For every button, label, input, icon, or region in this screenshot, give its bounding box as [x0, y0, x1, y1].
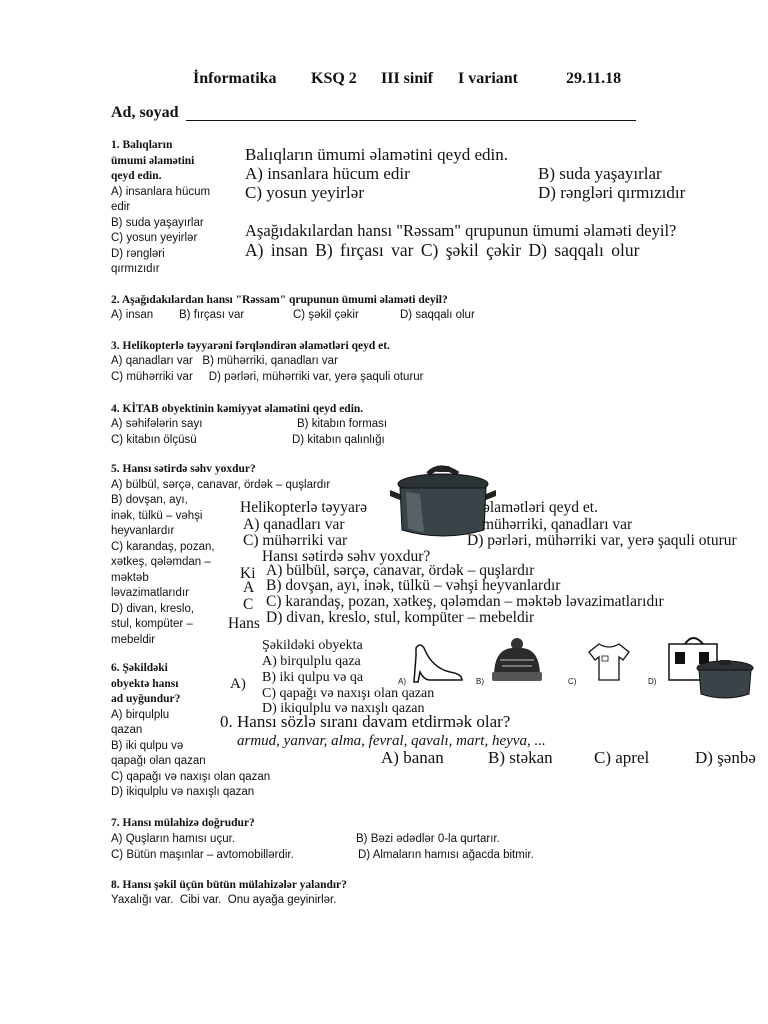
overlay-2-frag-a: A	[243, 579, 255, 596]
q2-option-b: B) fırçası var	[179, 309, 245, 321]
q6-option-a-l1: A) birqulplu	[111, 708, 170, 721]
tshirt-icon	[585, 640, 633, 682]
q1-option-d-l1: D) rəngləri	[111, 247, 165, 260]
overlay-2-option-a: A) banan	[381, 748, 444, 767]
overlay-2-option-d: D) şənbə	[695, 748, 756, 767]
overlay-2-line-1b: əlamətləri qeyd et.	[483, 499, 598, 516]
question-1	[111, 138, 210, 278]
q8-text: Yaxalığı var. Cibi var. Onu ayağa geyinirlər.	[111, 894, 337, 906]
overlay-2-line-6: B) dovşan, ayı, inək, tülkü – vəhşi heyvanlardır	[266, 577, 561, 594]
q6-title-l1: 6. Şəkildəki	[111, 662, 168, 674]
overlay-2-line-9: Şəkildəki obyekta	[262, 638, 363, 653]
q7-option-b: B) Bəzi ədədlər 0-la qurtarır.	[356, 833, 500, 845]
q2-title: 2. Aşağıdakılardan hansı "Rəssam" qrupunun ümumi əlaməti deyil?	[111, 294, 448, 306]
q4-option-d: D) kitabın qalınlığı	[292, 434, 385, 446]
q3-options-ab: A) qanadları var B) mühərriki, qanadları var	[111, 355, 338, 367]
q5-option-d-l2: stul, kompüter –	[111, 618, 193, 630]
q4-option-a: A) səhifələrin sayı	[111, 418, 203, 430]
header-subject: İnformatika	[193, 70, 277, 87]
q1-title-l2: ümumi əlamətini	[111, 154, 195, 167]
q5-option-c-l3: məktəb	[111, 571, 149, 584]
q4-option-b: B) kitabın forması	[297, 418, 388, 430]
q2-option-c: C) şəkil çəkir	[293, 309, 359, 321]
q1-option-c: C) yosun yeyirlər	[111, 232, 198, 244]
overlay-2-line-4: Hansı sətirdə səhv yoxdur?	[262, 548, 431, 565]
image-option-c-label: C)	[568, 677, 577, 686]
q7-option-d: D) Almaların hamısı ağacda bitmir.	[358, 849, 534, 861]
q2-option-d: D) saqqalı olur	[400, 309, 475, 321]
q6-option-a-l2: qazan	[111, 724, 143, 736]
overlay-2-line-12: C) qapağı və naxışı olan qazan	[262, 686, 435, 701]
q8-title: 8. Hansı şəkil üçün bütün mülahizələr yalandır?	[111, 879, 347, 891]
q5-option-b-l3: heyvanlardır	[111, 525, 175, 537]
q3-options-cd: C) mühərriki var D) pərləri, mühərriki var, yerə şaquli oturur	[111, 371, 424, 383]
bag-with-pot-icon	[667, 632, 757, 702]
q4-option-c: C) kitabın ölçüsü	[111, 434, 197, 446]
overlay-1-title-2: Aşağıdakılardan hansı "Rəssam" qrupunun ümumi əlaməti deyil?	[245, 221, 677, 240]
hat-icon	[488, 636, 546, 684]
q5-option-a: A) bülbül, sərçə, canavar, ördək – quşlardır	[111, 479, 331, 491]
overlay-2-line-3: C) mühərriki var	[243, 532, 348, 549]
q6-option-c: C) qapağı və naxışı olan qazan	[111, 770, 271, 783]
q1-title-l3: qeyd edin.	[111, 170, 162, 182]
overlay-2-frag-A: A)	[230, 676, 246, 692]
overlay-2-option-c: C) aprel	[594, 748, 650, 767]
shoe-icon	[410, 638, 466, 686]
q6-option-b-l1: B) iki qulpu və	[111, 739, 184, 752]
overlay-2-line-7: C) karandaş, pozan, xətkeş, qələmdan – məktəb ləvazimatlarıdır	[266, 593, 664, 610]
overlay-1-option-b: B) suda yaşayırlar	[538, 164, 662, 183]
q4-title: 4. KİTAB obyektinin kəmiyyət əlamətini qeyd edin.	[111, 403, 364, 415]
header-date: 29.11.18	[566, 70, 622, 87]
q1-option-a-l2: edir	[111, 201, 131, 213]
header-variant: I variant	[458, 70, 518, 87]
image-option-d-label: D)	[648, 677, 657, 686]
overlay-2-line-2: A) qanadları var	[243, 516, 345, 533]
overlay-1-option-d: D) rəngləri qırmızıdır	[538, 183, 686, 202]
overlay-2-line-11: B) iki qulpu və qa	[262, 670, 364, 685]
q5-option-c-l1: C) karandaş, pozan,	[111, 540, 215, 553]
q1-option-a-l1: A) insanlara hücum	[111, 185, 211, 198]
q6-option-b-l2: qapağı olan qazan	[111, 755, 206, 767]
q7-option-a: A) Quşların hamısı uçur.	[111, 833, 235, 845]
overlay-2-line-14: 0. Hansı sözlə sıranı davam etdirmək olar?	[220, 712, 511, 731]
q5-title: 5. Hansı sətirdə səhv yoxdur?	[111, 463, 256, 475]
question-6	[111, 661, 270, 801]
overlay-2-line-10: A) birqulplu qaza	[262, 654, 361, 669]
q1-title-l1: 1. Balıqların	[111, 139, 173, 151]
overlay-2-line-5: A) bülbül, sərçə, canavar, ördək – quşlardır	[266, 562, 535, 579]
overlay-2-line-2b: mühərriki, qanadları var	[482, 516, 633, 533]
q5-option-b-l2: inək, tülkü – vəhşi	[111, 509, 203, 522]
overlay-2-frag-ki: Ki	[240, 565, 256, 582]
overlay-1-option-a: A) insanlara hücum edir	[245, 164, 410, 183]
overlay-2-line-3b: D) pərləri, mühərriki var, yerə şaquli oturur	[467, 532, 737, 549]
q1-option-b: B) suda yaşayırlar	[111, 216, 204, 229]
q7-title: 7. Hansı mülahizə doğrudur?	[111, 817, 255, 829]
overlay-2-line-15: armud, yanvar, alma, fevral, qavalı, mart, heyva, ...	[237, 733, 546, 749]
q6-option-d: D) ikiqulplu və naxışlı qazan	[111, 786, 255, 798]
q2-option-a: A) insan	[111, 309, 154, 321]
overlay-2-line-1a: Helikopterlə təyyarə	[240, 499, 367, 516]
q6-title-l3: ad uyğundur?	[111, 693, 181, 705]
image-option-b-label: B)	[476, 677, 484, 686]
overlay-2-frag-hans: Hans	[228, 615, 260, 632]
q5-option-b	[111, 493, 215, 648]
q3-title: 3. Helikopterlə təyyarəni fərqləndirən əlamətləri qeyd et.	[111, 340, 390, 352]
q6-title-l2: obyektə hansı	[111, 677, 179, 690]
overlay-2-option-b: B) stəkan	[488, 748, 553, 767]
q5-option-c-l2: xətkeş, qələmdan –	[111, 556, 211, 568]
header-grade: III sinif	[381, 70, 434, 87]
header-test: KSQ 2	[311, 70, 357, 87]
q5-option-d-l1: D) divan, kreslo,	[111, 602, 195, 615]
q5-option-b-l1: B) dovşan, ayı,	[111, 494, 188, 506]
overlay-1-options-2: A) insan B) fırçası var C) şəkil çəkir D) saqqalı olur	[245, 240, 640, 260]
q7-option-c: C) Bütün maşınlar – avtomobillərdir.	[111, 849, 294, 861]
name-label: Ad, soyad	[111, 104, 179, 121]
overlay-2-frag-c: C	[243, 596, 254, 613]
q5-option-c-l4: ləvazimatlarıdır	[111, 587, 189, 599]
overlay-2-line-8: D) divan, kreslo, stul, kompüter – mebeldir	[266, 609, 535, 626]
overlay-1-title: Balıqların ümumi əlamətini qeyd edin.	[245, 145, 508, 164]
q1-option-d-l2: qırmızıdır	[111, 263, 160, 275]
image-option-a-label: A)	[398, 677, 406, 686]
q5-option-d-l3: mebeldir	[111, 633, 156, 646]
name-line	[186, 106, 636, 121]
overlay-2-line-13: D) ikiqulplu və naxışlı qazan	[262, 701, 425, 716]
overlay-1-option-c: C) yosun yeyirlər	[245, 183, 364, 202]
